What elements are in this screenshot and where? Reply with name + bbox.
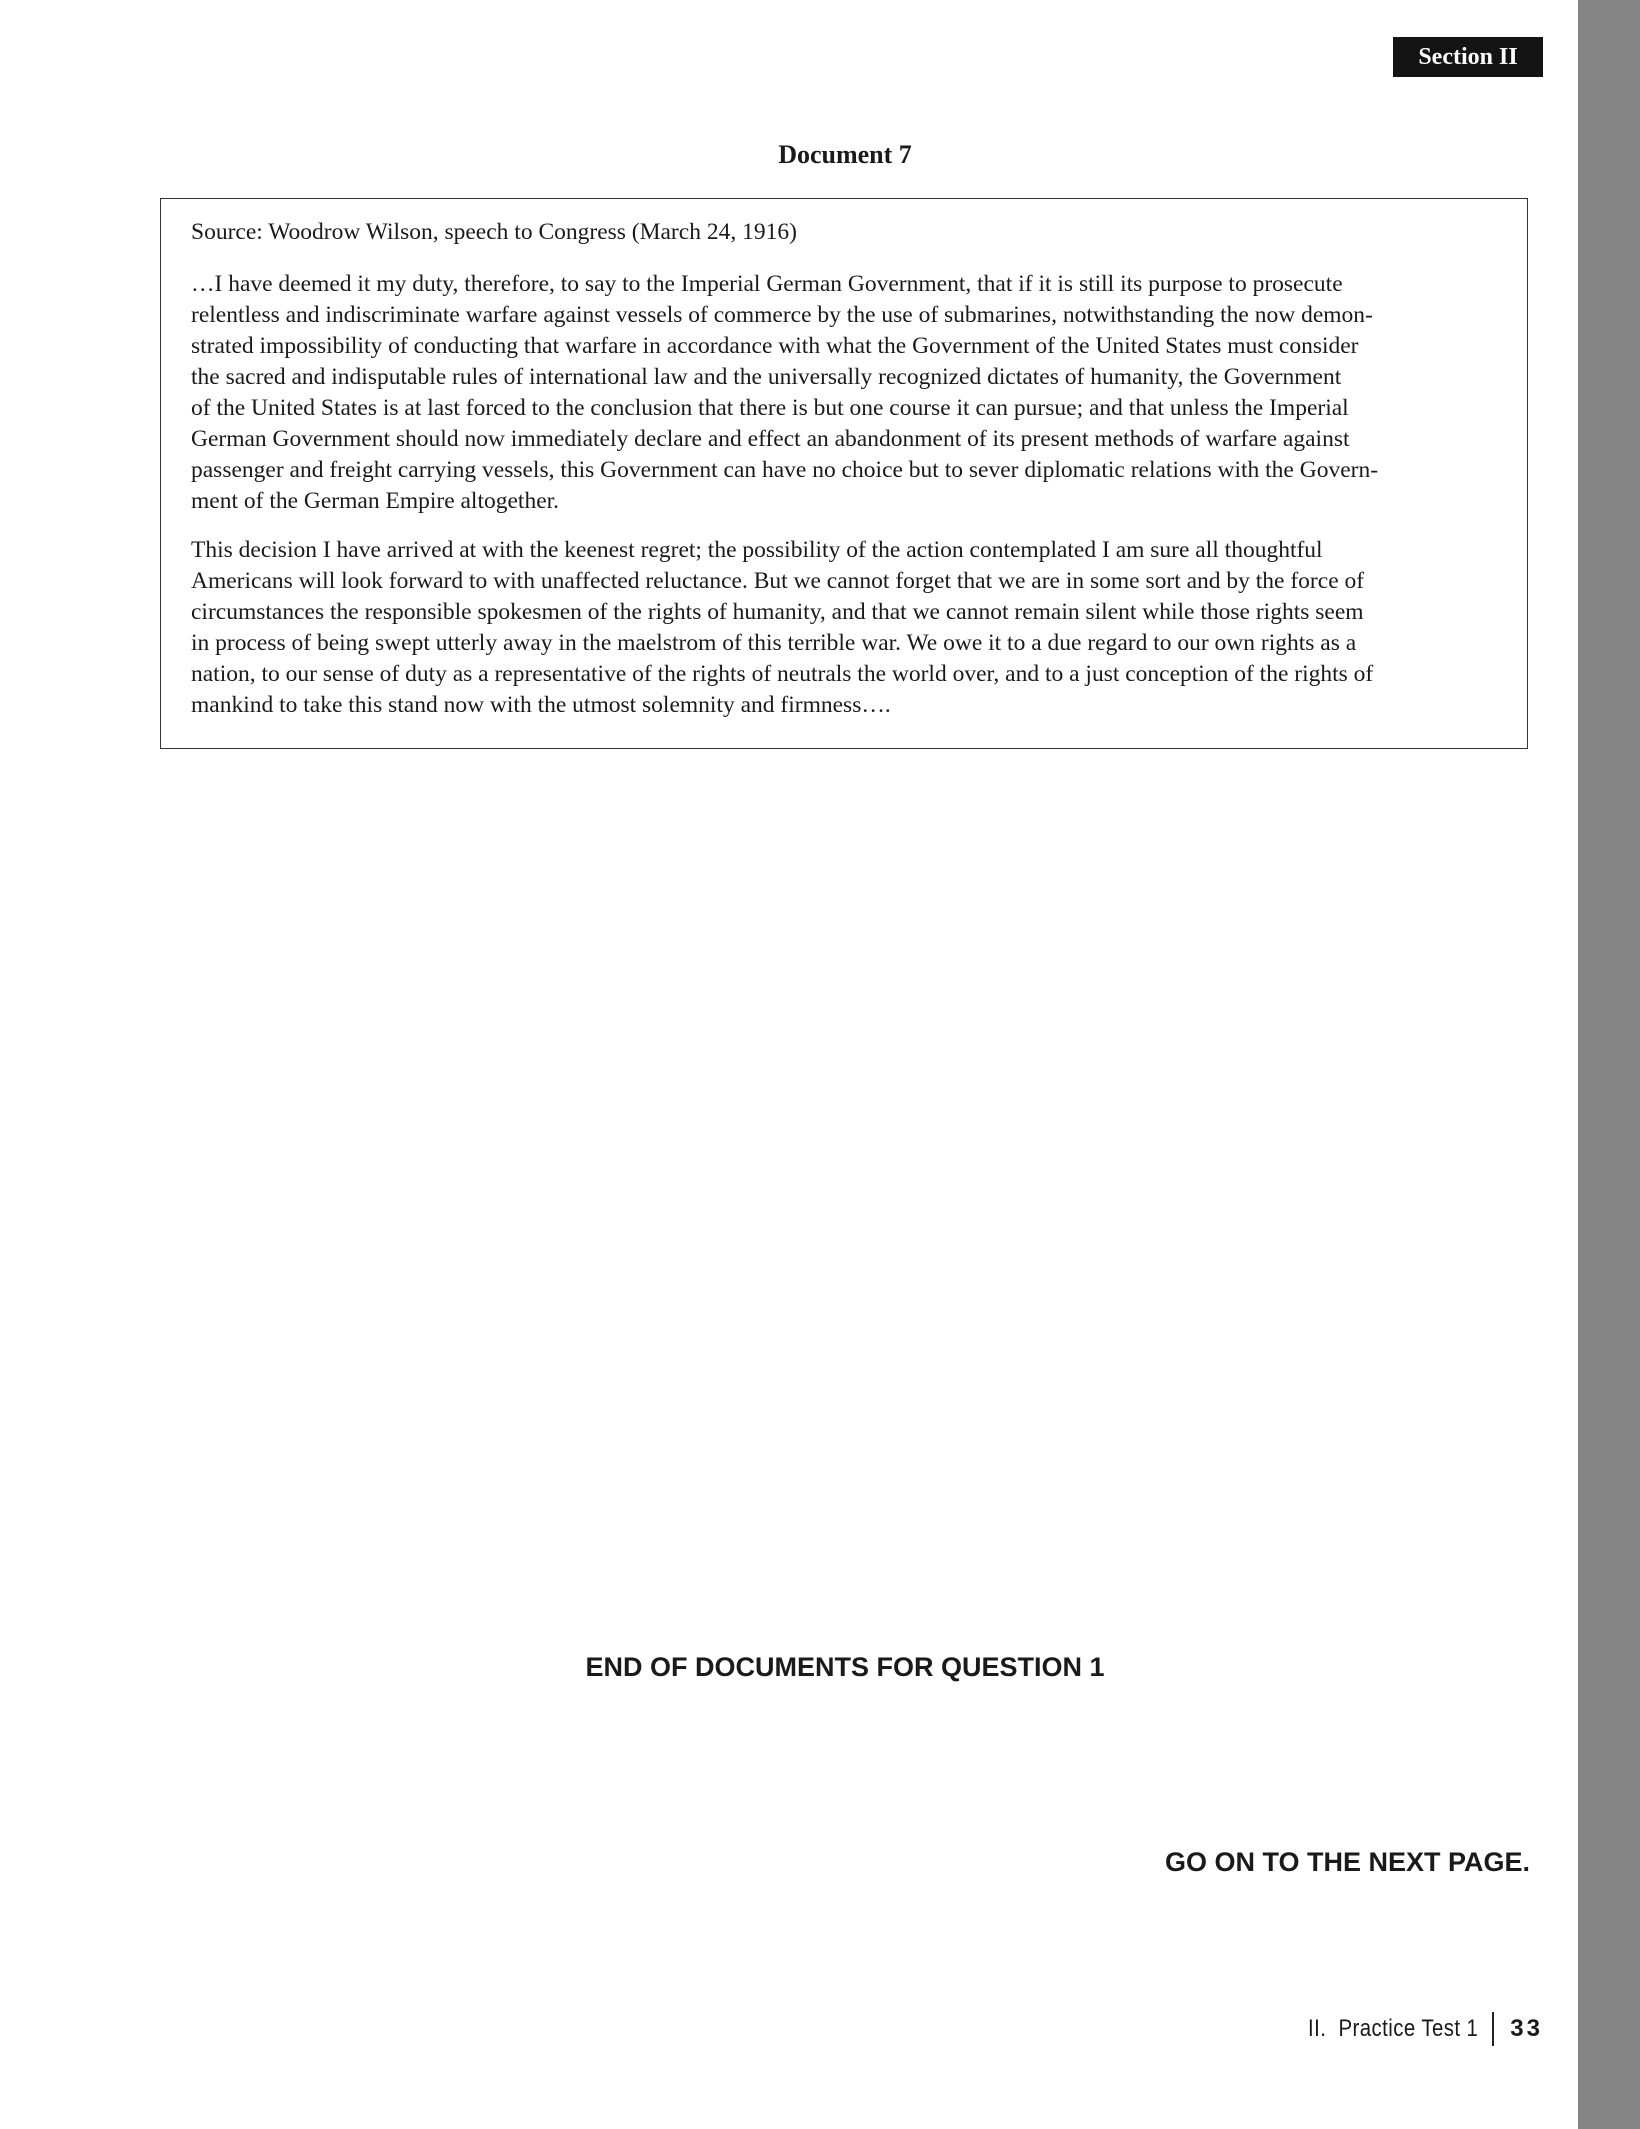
text-line: in process of being swept utterly away in the maelstrom of this terrible war. We owe it to a due regard to our own rights as a — [191, 630, 1357, 656]
end-of-documents-notice: END OF DOCUMENTS FOR QUESTION 1 — [585, 1652, 1105, 1682]
text-line: mankind to take this stand now with the utmost solemnity and firmness…. — [191, 692, 891, 718]
text-line: ment of the German Empire altogether. — [191, 488, 560, 514]
text-line: German Government should now immediately declare and effect an abandonment of its present methods of warfare against — [191, 426, 1350, 452]
document-paragraph-1 — [191, 269, 1378, 517]
go-on-notice: GO ON TO THE NEXT PAGE. — [1164, 1847, 1530, 1877]
text-line: This decision I have arrived at with the keenest regret; the possibility of the action contemplated I am sure all thoughtful — [191, 537, 1323, 563]
text-line: of the United States is at last forced to the conclusion that there is but one course it can pursue; and that unless the Imperial — [191, 395, 1349, 421]
text-line: nation, to our sense of duty as a representative of the rights of neutrals the world over, and to a just conception of the rights of — [191, 661, 1374, 687]
document-box — [160, 198, 1528, 749]
side-tab-bar — [1578, 0, 1640, 2129]
text-line: Americans will look forward to with unaffected reluctance. But we cannot forget that we are in some sort and by the force of — [191, 568, 1365, 594]
section-badge: Section II — [1393, 37, 1543, 77]
document-paragraph-2 — [191, 535, 1373, 721]
text-line: …I have deemed it my duty, therefore, to say to the Imperial German Government, that if it is still its purpose to prosecute — [191, 271, 1343, 297]
document-source: Source: Woodrow Wilson, speech to Congress (March 24, 1916) — [191, 219, 797, 245]
text-line: relentless and indiscriminate warfare against vessels of commerce by the use of submarines, notwithstanding the now demon- — [191, 302, 1373, 328]
text-line: the sacred and indisputable rules of international law and the universally recognized dictates of humanity, the Government — [191, 364, 1342, 390]
footer-divider — [1492, 2012, 1494, 2046]
page-footer — [1278, 2012, 1543, 2046]
page-number: 33 — [1510, 2015, 1543, 2042]
text-line: strated impossibility of conducting that warfare in accordance with what the Government of the United States must consider — [191, 333, 1359, 359]
footer-label: II. Practice Test 1 — [1308, 2015, 1479, 2042]
text-line: circumstances the responsible spokesmen of the rights of humanity, and that we cannot remain silent while those rights seem — [191, 599, 1364, 625]
document-title: Document 7 — [778, 140, 912, 169]
text-line: passenger and freight carrying vessels, this Government can have no choice but to sever diplomatic relations with the Govern- — [191, 457, 1379, 483]
